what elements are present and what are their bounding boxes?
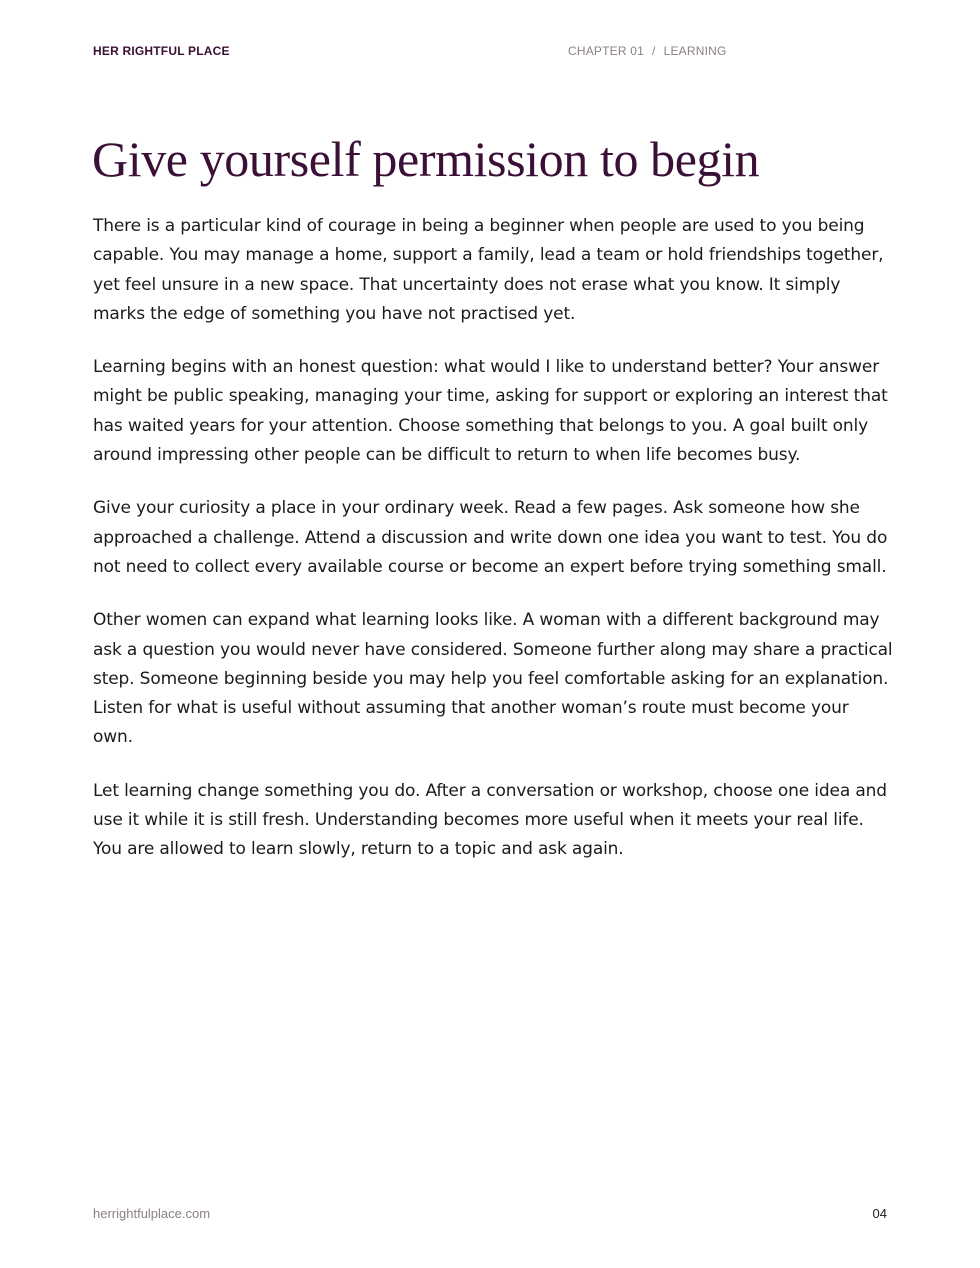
paragraph: Other women can expand what learning looks like. A woman with a different background may ask a question you would never have considered. Someone further along may share a practical step. Someone beginning beside you may help you feel comfortable asking for an explanation. Listen for what is useful without assuming that another woman’s route must become your own. [93, 610, 893, 748]
running-header [93, 44, 887, 60]
paragraph: Learning begins with an honest question: what would I like to understand better? Your answer might be public speaking, managing your time, asking for support or exploring an interest that has waited years for your attention. Choose something that belongs to you. A goal built only around impressing other people can be difficult to return to when life becomes busy. [93, 357, 888, 466]
brand-name: HER RIGHTFUL PLACE [93, 44, 230, 58]
body-copy [93, 212, 893, 889]
chapter-breadcrumb [568, 44, 727, 58]
chapter-label: CHAPTER 01 [568, 44, 645, 58]
page-footer [93, 1206, 887, 1222]
paragraph: Give your curiosity a place in your ordinary week. Read a few pages. Ask someone how she approached a challenge. Attend a discussion and write down one idea you want to test. You do not need to collect every available course or become an expert before trying something small. [93, 498, 888, 577]
section-label: LEARNING [663, 44, 727, 58]
page-number: 04 [872, 1206, 887, 1221]
breadcrumb-separator: / [652, 44, 656, 58]
page-title: Give yourself permission to begin [92, 131, 760, 187]
website-url: herrightfulplace.com [93, 1206, 211, 1221]
paragraph: There is a particular kind of courage in being a beginner when people are used to you being capable. You may manage a home, support a family, lead a team or hold friendships together, yet feel unsure in a new space. That uncertainty does not erase what you know. It simply marks the edge of something you have not practised yet. [93, 216, 884, 324]
paragraph: Let learning change something you do. After a conversation or workshop, choose one idea and use it while it is still fresh. Understanding becomes more useful when it meets your real life. You are allowed to learn slowly, return to a topic and ask again. [93, 780, 887, 860]
